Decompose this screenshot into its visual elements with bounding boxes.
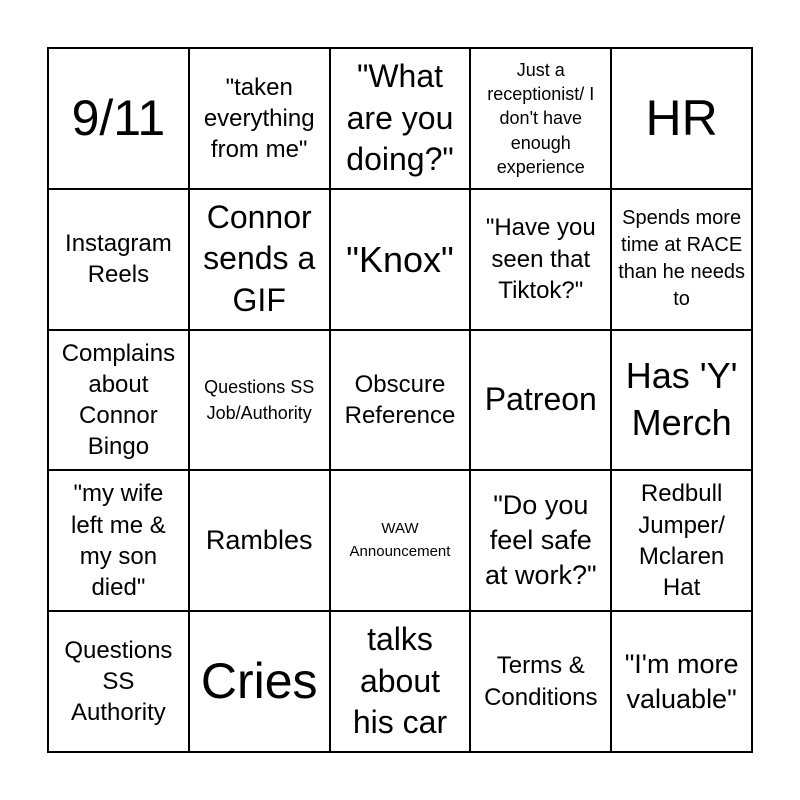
- bingo-cell-text: talks about his car: [352, 621, 448, 741]
- bingo-cell-r3c5[interactable]: [611, 330, 752, 471]
- bingo-cell-text: Rambles: [205, 525, 313, 556]
- bingo-cell-r1c1[interactable]: [48, 48, 189, 189]
- bingo-cell-text: Cries: [200, 653, 318, 710]
- bingo-cell-text: WAW Announcement: [349, 520, 451, 560]
- bingo-cell-r3c4[interactable]: [470, 330, 611, 471]
- bingo-cell-r5c1[interactable]: [48, 611, 189, 752]
- bingo-cell-text: Instagram Reels: [65, 230, 172, 289]
- bingo-cell-text: Terms & Conditions: [484, 652, 598, 711]
- bingo-cell-text: Complains about Connor Bingo: [61, 339, 176, 461]
- bingo-cell-text: "What are you doing?": [346, 58, 454, 178]
- bingo-cell-r4c2[interactable]: [189, 470, 330, 611]
- bingo-cell-r3c2[interactable]: [189, 330, 330, 471]
- bingo-cell-r5c5[interactable]: [611, 611, 752, 752]
- bingo-cell-text: HR: [645, 89, 718, 146]
- bingo-cell-r4c3[interactable]: [330, 470, 471, 611]
- bingo-cell-r5c2[interactable]: [189, 611, 330, 752]
- bingo-cell-r3c3[interactable]: [330, 330, 471, 471]
- bingo-cell-text: Redbull Jumper/ Mclaren Hat: [638, 480, 725, 601]
- bingo-cell-text: 9/11: [71, 89, 166, 146]
- bingo-cell-r2c2[interactable]: [189, 189, 330, 330]
- bingo-cell-text: "I'm more valuable": [624, 648, 739, 714]
- bingo-cell-text: Patreon: [484, 381, 597, 418]
- bingo-cell-text: "taken everything from me": [203, 73, 315, 163]
- bingo-cell-r2c5[interactable]: [611, 189, 752, 330]
- bingo-cell-text: Questions SS Authority: [64, 636, 173, 727]
- bingo-cell-r4c1[interactable]: [48, 470, 189, 611]
- bingo-cell-r2c3[interactable]: [330, 189, 471, 330]
- bingo-cell-text: Just a receptionist/ I don't have enough experience: [487, 59, 595, 177]
- bingo-board: [47, 47, 753, 753]
- bingo-cell-r2c1[interactable]: [48, 189, 189, 330]
- bingo-cell-r2c4[interactable]: [470, 189, 611, 330]
- bingo-cell-r4c4[interactable]: [470, 470, 611, 611]
- bingo-cell-r3c1[interactable]: [48, 330, 189, 471]
- bingo-cell-text: "Have you seen that Tiktok?": [485, 214, 596, 304]
- bingo-cell-text: Connor sends a GIF: [203, 198, 316, 318]
- bingo-cell-r5c3[interactable]: [330, 611, 471, 752]
- bingo-cell-r1c2[interactable]: [189, 48, 330, 189]
- bingo-cell-r4c5[interactable]: [611, 470, 752, 611]
- bingo-cell-text: Spends more time at RACE than he needs to: [618, 207, 745, 311]
- bingo-cell-r5c4[interactable]: [470, 611, 611, 752]
- bingo-cell-text: "my wife left me & my son died": [71, 480, 166, 601]
- bingo-cell-r1c3[interactable]: [330, 48, 471, 189]
- bingo-cell-text: Has 'Y' Merch: [625, 355, 738, 443]
- bingo-cell-r1c4[interactable]: [470, 48, 611, 189]
- bingo-cell-text: Obscure Reference: [344, 370, 456, 429]
- bingo-cell-text: "Do you feel safe at work?": [484, 490, 597, 591]
- bingo-cell-r1c5[interactable]: [611, 48, 752, 189]
- bingo-cell-text: "Knox": [346, 238, 454, 280]
- bingo-cell-text: Questions SS Job/Authority: [204, 376, 315, 423]
